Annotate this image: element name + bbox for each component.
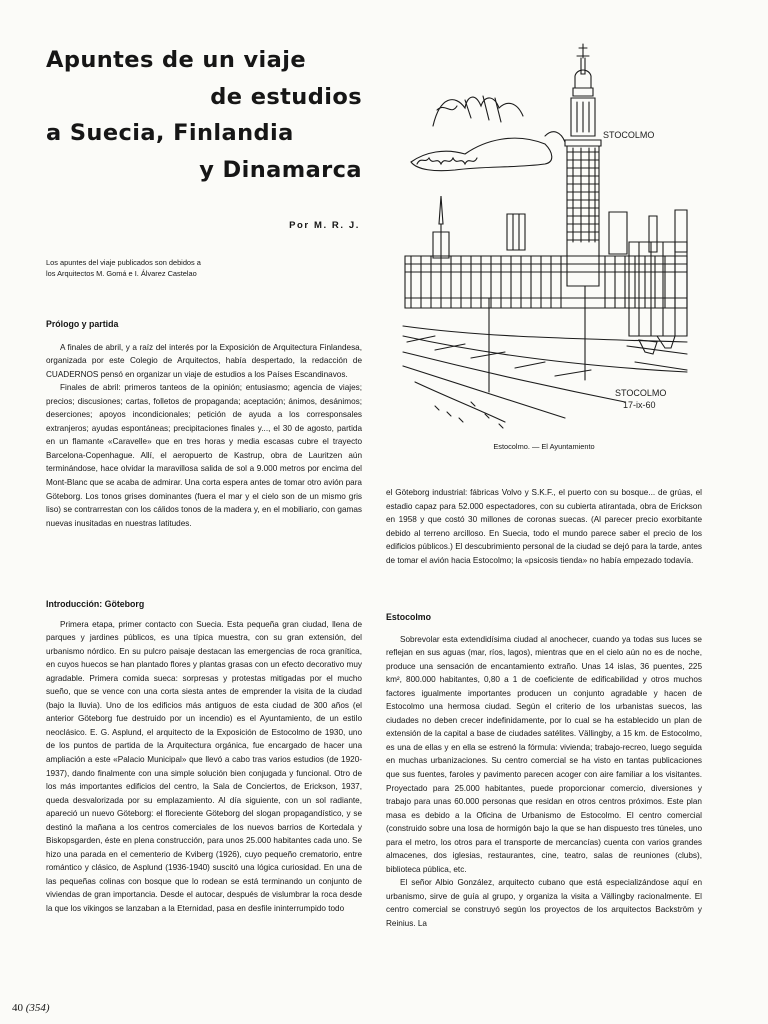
article-title bbox=[46, 42, 362, 188]
section-heading: Introducción: Göteborg bbox=[46, 599, 145, 609]
city-hall-sketch bbox=[395, 36, 695, 438]
paragraph: A finales de abril, y a raíz del interés por la Exposición de Arquitectura Finlandesa, organizada por este Colegio de Arquitectos, había despertado, la redacción de CUADERNOS pensó en organizar un viaje de estudios a los Países Escandinavos. bbox=[46, 342, 362, 379]
sketch-signature: STOCOLMO bbox=[615, 388, 667, 398]
title-line: Apuntes de un viaje bbox=[46, 47, 306, 73]
section-prologo bbox=[46, 318, 362, 530]
section-heading: Estocolmo bbox=[386, 612, 431, 622]
original-page-number: (354) bbox=[25, 1002, 50, 1014]
section-heading: Prólogo y partida bbox=[46, 319, 119, 329]
credit-line: los Arquitectos M. Gomá e I. Álvarez Castelao bbox=[46, 269, 197, 278]
title-line: de estudios bbox=[210, 83, 362, 110]
cloud-stroke bbox=[437, 96, 501, 122]
cloud-stroke bbox=[411, 138, 552, 171]
cloud-stroke bbox=[545, 132, 565, 142]
distant-building bbox=[507, 214, 525, 250]
credit-note bbox=[46, 257, 362, 279]
tower bbox=[565, 44, 601, 286]
figure-caption: Estocolmo. — El Ayuntamiento bbox=[493, 442, 595, 451]
lamp-post bbox=[581, 286, 589, 380]
paragraph: Sobrevolar esta extendidísima ciudad al anochecer, cuando ya todas sus luces se reflejan en sus aguas (mar, ríos, lagos), mientras que en el cielo aún no es de noche, produce una sensación de encantamiento extraño. Unas 14 islas, 36 puentes, 225 km², 800.000 habitantes, 0,80 a 1 de coeficiente de edificabilidad y otros muchos factores igualmente importantes producen un conjunto agradable y hacen de Estocolmo una hermosa ciudad. Según el criterio de los urbanistas suecos, las ciudades no deben crecer indefinidamente, por lo cual se ha establecido un plan de extensión de la capital a base de ciudades satélites. Vällingby, a 15 km. de Estocolmo, es una de ellas y en ella se estrenó la fórmula: vivienda; trabajo-recreo, luego seguida en muchas urbanizaciones. Su centro comercial se ha visto en tantas publicaciones que sus fuentes, faroles y pavimento parecen acoger con aire familiar a los visitantes. Proyectado para 25.000 habitantes, puede proporcionar comercio, diversiones y trabajo para unas 60.000 personas que residan en otros centros próximos. Este plan masa es debido a la Oficina de Urbanismo de Estocolmo. El centro comercial (construido sobre una losa de hormigón bajo la que se han dispuesto tres túneles, uno para el metro, los otros para el transporte de mercancías) cuenta con varios grandes almacenes, dos iglesias, restaurantes, cine, teatro, salas de reuniones (clubs), biblioteca pública, etc. bbox=[386, 634, 702, 874]
paragraph: El señor Albio González, arquitecto cubano que está especializándose aquí en urbanismo, sirve de guía al grupo, y organiza la visita a Vällingby racionalmente. El centro comercial se construyó según los proyectos de los arquitectos Backström y Reinius. La bbox=[386, 878, 702, 929]
byline: Por M. R. J. bbox=[289, 220, 360, 231]
distant-spire bbox=[433, 196, 449, 258]
paragraph: Primera etapa, primer contacto con Suecia. Esta pequeña gran ciudad, llena de parques y jardines públicos, es una típica muestra, con su gran extensión, del urbanismo nórdico. En su pulcro paisaje destacan las emergencias de roca granítica, en cuyos huecos se han plantado flores y plantas grasas con un efecto decorativo muy agradable. Primera comida sueca: sorpresas y protestas mitigadas por el mucho sueño, que se vence con una corta siesta antes de emprender la visita de la ciudad (bajo la lluvia). Uno de los edificios más antiguos de esta ciudad de 300 años (el anterior Göteborg fue destruido por un incendio) es el Ayuntamiento, de un estilo neoclásico. E. G. Asplund, el arquitecto de la Exposición de Estocolmo de 1930, uno de los puntos de partida de la Arquitectura orgánica, fue encargado de hacer una ampliación a este «Palacio Municipal» que llevó a cabo tras varios estudios (de 1920-1937), dando finalmente con una simple solución bien conjugada y funcional. Otro de los más importantes edificios del centro, la Sala de Conciertos, de Erickson, 1937, queda desvalorizada por su emplazamiento. Al día siguiente, con un sol radiante, apareció un nuevo Göteborg: el floreciente Göteborg del slogan propagandístico, y se destinó la mañana a los centros comerciales de los nuevos barrios de Kortedala y Biskopsgarden, éste en plena construcción, para unos 25.000 habitantes cada uno. Se hizo una parada en el cementerio de Kviberg (1926), cuyo pequeño crematorio, entre romántico y clásico, de Asplund (1936-1940) suscitó una lógica curiosidad. En una de las pequeñas colinas con bosque que lo rodean se está terminando un conjunto de viviendas de gran importancia. Desde el autocar, después de vislumbrar la roca desde la que los vikingos se lanzaban a la Eternidad, pasa en desfile ininterrumpido todo bbox=[46, 619, 362, 914]
goteborg-continuation bbox=[386, 486, 702, 567]
page-number bbox=[12, 1002, 50, 1014]
paragraph: el Göteborg industrial: fábricas Volvo y S.K.F., el puerto con su bosque... de grúas, el estadio capaz para 52.000 espectadores, con su cubierta atirantada, obra de Erickson en 1958 y que costó 30 millones de coronas suecas. (Al parecer precio exorbitante debido al terreno arcilloso. En Suecia, todo el mundo parece saber el precio de los edificios públicos.) El descubrimiento personal de la ciudad se dejó para la tarde, antes de tomar el avión hacia Estocolmo; la «psicosis tienda» no había empezado todavía. bbox=[386, 488, 702, 565]
credit-line: Los apuntes del viaje publicados son debidos a bbox=[46, 258, 201, 267]
paragraph: Finales de abril: primeros tanteos de la opinión; entusiasmo; agencia de viajes; precios; discusiones; cartas, folletos de propaganda; aceptación; ánimos, desánimos; deserciones; apoyos incondicionales; petición de ayuda a los corresponsales extranjeros; ayudas espontáneas; precipitaciones finales y..., el 30 de agosto, partida en un flamante «Caravelle» que en tres horas y media escasas cubre el trayecto Barcelona-Copenhague. Allí, el aeropuerto de Kastrup, obra de Lauritzen aún terminándose, hace olvidar la maravillosa salida de sol a 9.000 metros por encima del Mont-Blanc que se acaba de admirar. Una corta espera antes de tomar otro avión para Göteborg. Los tonos grises dominantes (fuera el mar y el cielo son de un mismo gris liso) se contrarrestan con los cálidos tonos de la madera y, en el mobiliario, con gamas nuevas inusitadas en nuestras latitudes. bbox=[46, 383, 362, 528]
title-line: a Suecia, Finlandia bbox=[46, 120, 294, 146]
section-goteborg bbox=[46, 598, 362, 916]
section-estocolmo bbox=[386, 611, 702, 931]
sketch-date: 17-ix-60 bbox=[623, 400, 656, 410]
lamp-post bbox=[485, 298, 493, 392]
cloud-stroke bbox=[433, 97, 523, 126]
page-number-value: 40 bbox=[12, 1002, 23, 1014]
sketch-label: STOCOLMO bbox=[603, 130, 655, 140]
main-building bbox=[405, 242, 687, 336]
title-line: y Dinamarca bbox=[199, 156, 362, 183]
cloud-stroke bbox=[417, 158, 477, 164]
